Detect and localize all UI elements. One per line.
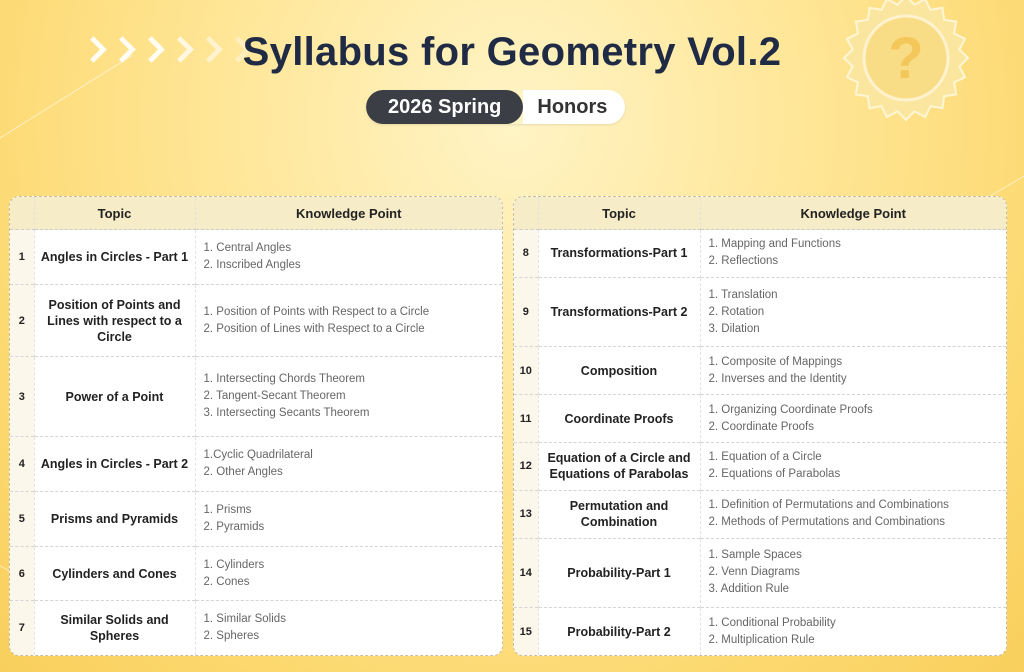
row-number: 11 — [514, 395, 538, 443]
knowledge-points-cell — [700, 230, 1006, 278]
table-row — [514, 443, 1006, 491]
question-mark-icon — [842, 0, 970, 122]
row-number: 6 — [10, 546, 34, 601]
knowledge-point: 2. Tangent-Secant Theorem — [203, 390, 346, 403]
knowledge-points-cell — [700, 347, 1006, 395]
knowledge-point: 2. Equations of Parabolas — [708, 468, 841, 481]
table-header — [10, 197, 502, 230]
knowledge-points-cell — [700, 490, 1006, 538]
topic-cell: Transformations-Part 1 — [538, 230, 700, 278]
knowledge-point: 2. Multiplication Rule — [708, 633, 815, 646]
topic-cell: Power of a Point — [34, 357, 195, 437]
knowledge-point: 1. Mapping and Functions — [708, 238, 841, 251]
knowledge-point: 2. Cones — [203, 575, 250, 588]
page-title: Syllabus for Geometry Vol.2 — [242, 30, 782, 74]
knowledge-point: 1. Similar Solids — [203, 613, 286, 626]
table-header — [514, 197, 1006, 230]
topic-cell: Probability-Part 2 — [538, 608, 700, 655]
column-header-index — [10, 197, 34, 230]
knowledge-point: 1. Cylinders — [203, 558, 265, 571]
knowledge-points-cell — [700, 538, 1006, 608]
knowledge-point: 3. Addition Rule — [708, 583, 790, 596]
knowledge-point: 1. Composite of Mappings — [708, 355, 843, 368]
knowledge-points-cell — [195, 601, 502, 655]
table-row — [514, 608, 1006, 655]
row-number: 4 — [10, 437, 34, 492]
knowledge-point: 1. Definition of Permutations and Combinations — [708, 499, 949, 512]
table-row — [514, 538, 1006, 608]
knowledge-points-cell — [195, 491, 502, 546]
table-row — [10, 546, 502, 601]
table-row — [10, 437, 502, 492]
knowledge-point: 2. Spheres — [203, 630, 260, 643]
knowledge-point: 2. Venn Diagrams — [708, 566, 800, 579]
table-row — [514, 277, 1006, 347]
row-number: 2 — [10, 284, 34, 357]
svg-text:?: ? — [888, 26, 924, 91]
topic-cell: Position of Points and Lines with respect to a Circle — [34, 284, 195, 357]
table-row — [514, 230, 1006, 278]
syllabus-table-right — [513, 196, 1007, 656]
knowledge-points-cell — [195, 546, 502, 601]
knowledge-point: 2. Inscribed Angles — [203, 258, 301, 271]
season-label: 2026 Spring — [366, 90, 523, 124]
knowledge-point: 2. Methods of Permutations and Combinations — [708, 516, 946, 529]
topic-cell: Probability-Part 1 — [538, 538, 700, 608]
topic-cell: Angles in Circles - Part 2 — [34, 437, 195, 492]
topic-cell: Transformations-Part 2 — [538, 277, 700, 347]
row-number: 15 — [514, 608, 538, 655]
knowledge-point: 2. Other Angles — [203, 466, 283, 479]
knowledge-point: 1. Intersecting Chords Theorem — [203, 373, 366, 386]
knowledge-point: 1. Sample Spaces — [708, 549, 802, 562]
topic-cell: Coordinate Proofs — [538, 395, 700, 443]
knowledge-point: 1. Translation — [708, 288, 778, 301]
row-number: 14 — [514, 538, 538, 608]
topic-cell: Similar Solids and Spheres — [34, 601, 195, 655]
row-number: 8 — [514, 230, 538, 278]
knowledge-point: 2. Position of Lines with Respect to a Circle — [203, 322, 425, 335]
row-number: 7 — [10, 601, 34, 655]
row-number: 10 — [514, 347, 538, 395]
column-header-knowledge: Knowledge Point — [700, 197, 1006, 230]
term-badge — [366, 90, 625, 124]
knowledge-point: 1. Central Angles — [203, 241, 292, 254]
topic-cell: Cylinders and Cones — [34, 546, 195, 601]
table-row — [514, 395, 1006, 443]
topic-cell: Equation of a Circle and Equations of Parabolas — [538, 443, 700, 491]
topic-cell: Prisms and Pyramids — [34, 491, 195, 546]
table-row — [514, 490, 1006, 538]
knowledge-point: 3. Dilation — [708, 322, 760, 335]
knowledge-points-cell — [195, 437, 502, 492]
table-row — [10, 230, 502, 285]
table-row — [10, 601, 502, 655]
table-row — [10, 357, 502, 437]
row-number: 9 — [514, 277, 538, 347]
knowledge-points-cell — [700, 443, 1006, 491]
knowledge-point: 2. Reflections — [708, 255, 779, 268]
knowledge-point: 2. Rotation — [708, 305, 765, 318]
knowledge-point: 1. Equation of a Circle — [708, 451, 822, 464]
table-row — [10, 491, 502, 546]
knowledge-point: 1. Prisms — [203, 503, 252, 516]
column-header-knowledge: Knowledge Point — [195, 197, 502, 230]
topic-cell: Permutation and Combination — [538, 490, 700, 538]
column-header-topic: Topic — [34, 197, 195, 230]
table-row — [514, 347, 1006, 395]
topic-cell: Composition — [538, 347, 700, 395]
knowledge-point: 1. Conditional Probability — [708, 616, 836, 629]
knowledge-points-cell — [195, 357, 502, 437]
knowledge-points-cell — [700, 277, 1006, 347]
column-header-topic: Topic — [538, 197, 700, 230]
row-number: 13 — [514, 490, 538, 538]
knowledge-points-cell — [700, 395, 1006, 443]
syllabus-table-left — [9, 196, 503, 656]
knowledge-point: 1.Cyclic Quadrilateral — [203, 449, 313, 462]
knowledge-point: 3. Intersecting Secants Theorem — [203, 407, 370, 420]
knowledge-points-cell — [700, 608, 1006, 655]
knowledge-point: 2. Coordinate Proofs — [708, 420, 814, 433]
level-label: Honors — [523, 90, 625, 124]
knowledge-points-cell — [195, 230, 502, 285]
topic-cell: Angles in Circles - Part 1 — [34, 230, 195, 285]
column-header-index — [514, 197, 538, 230]
knowledge-point: 2. Pyramids — [203, 520, 265, 533]
row-number: 5 — [10, 491, 34, 546]
row-number: 3 — [10, 357, 34, 437]
knowledge-point: 1. Organizing Coordinate Proofs — [708, 403, 873, 416]
knowledge-point: 1. Position of Points with Respect to a Circle — [203, 305, 430, 318]
knowledge-points-cell — [195, 284, 502, 357]
row-number: 1 — [10, 230, 34, 285]
knowledge-point: 2. Inverses and the Identity — [708, 372, 847, 385]
table-row — [10, 284, 502, 357]
row-number: 12 — [514, 443, 538, 491]
